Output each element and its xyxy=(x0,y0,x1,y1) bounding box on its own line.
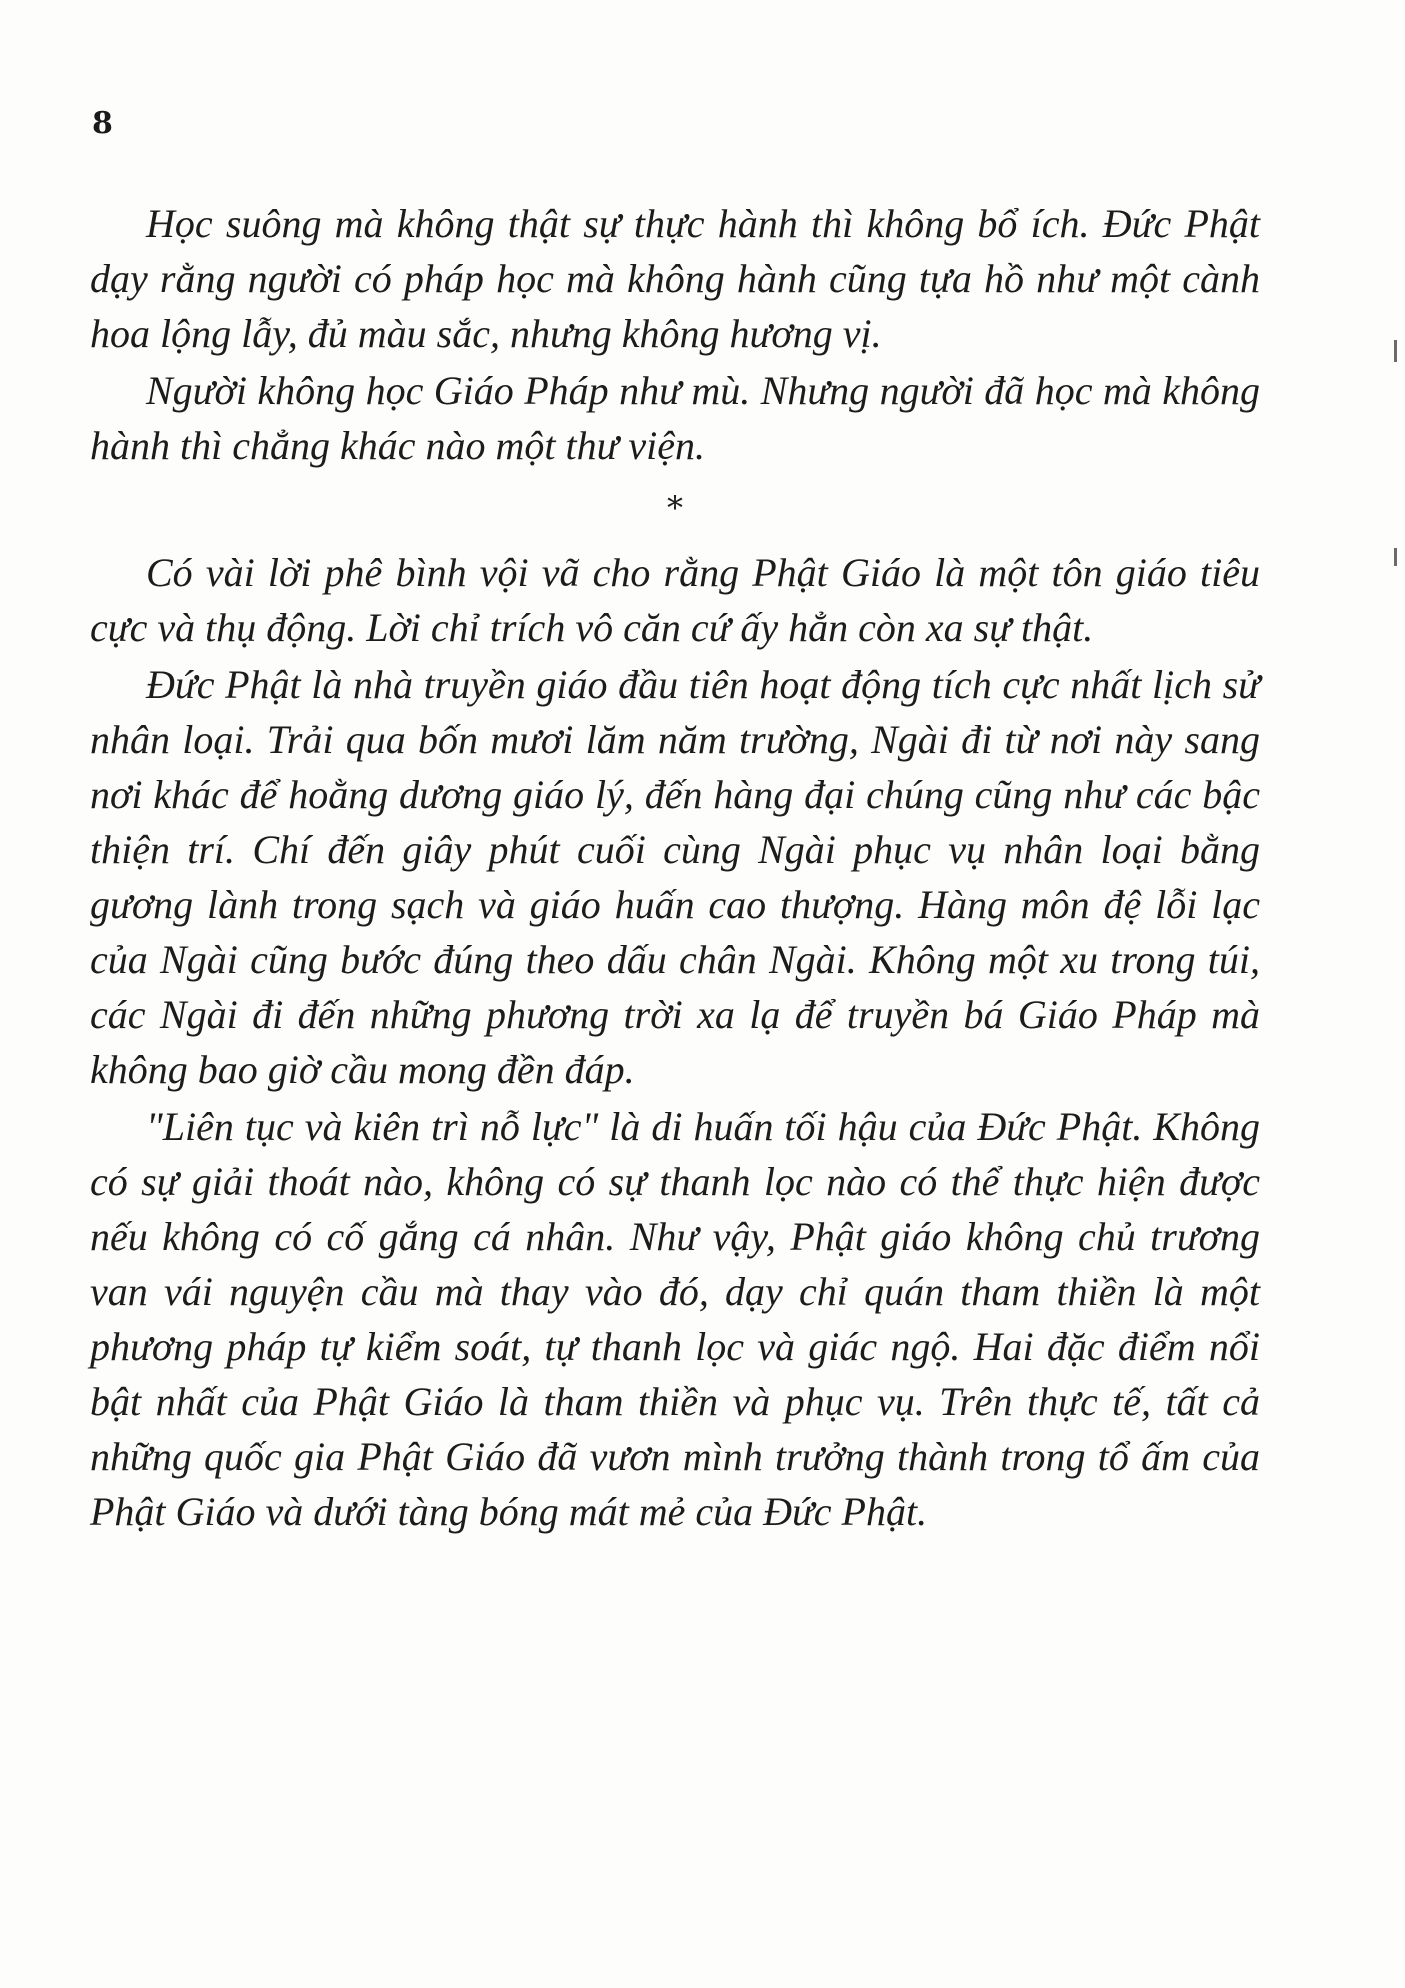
scan-edge-mark xyxy=(1394,548,1397,566)
paragraph-2: Người không học Giáo Pháp như mù. Nhưng người đã học mà không hành thì chẳng khác nào một thư viện. xyxy=(90,368,1260,468)
page-body xyxy=(90,196,1260,1541)
page-number: 8 xyxy=(92,106,113,141)
scan-edge-mark xyxy=(1394,340,1397,362)
section-separator: * xyxy=(667,489,683,527)
paragraph-3: Có vài lời phê bình vội vã cho rằng Phật Giáo là một tôn giáo tiêu cực và thụ động. Lời chỉ trích vô căn cứ ấy hẳn còn xa sự thật. xyxy=(90,550,1260,650)
paragraph-5: "Liên tục và kiên trì nỗ lực" là di huấn tối hậu của Đức Phật. Không có sự giải thoát nào, không có sự thanh lọc nào có thể thực hiện được nếu không có cố gắng cá nhân. Như vậy, Phật giáo không chủ trương van vái nguyện cầu mà thay vào đó, dạy chỉ quán tham thiền là một phương pháp tự kiểm soát, tự thanh lọc và giác ngộ. Hai đặc điểm nổi bật nhất của Phật Giáo là tham thiền và phục vụ. Trên thực tế, tất cả những quốc gia Phật Giáo đã vươn mình trưởng thành trong tổ ấm của Phật Giáo và dưới tàng bóng mát mẻ của Đức Phật. xyxy=(90,1104,1260,1534)
paragraph-4: Đức Phật là nhà truyền giáo đầu tiên hoạt động tích cực nhất lịch sử nhân loại. Trải qua bốn mươi lăm năm trường, Ngài đi từ nơi này sang nơi khác để hoằng dương giáo lý, đến hàng đại chúng cũng như các bậc thiện trí. Chí đến giây phút cuối cùng Ngài phục vụ nhân loại bằng gương lành trong sạch và giáo huấn cao thượng. Hàng môn đệ lỗi lạc của Ngài cũng bước đúng theo dấu chân Ngài. Không một xu trong túi, các Ngài đi đến những phương trời xa lạ để truyền bá Giáo Pháp mà không bao giờ cầu mong đền đáp. xyxy=(90,662,1260,1092)
paragraph-1: Học suông mà không thật sự thực hành thì không bổ ích. Đức Phật dạy rằng người có pháp học mà không hành cũng tựa hồ như một cành hoa lộng lẫy, đủ màu sắc, nhưng không hương vị. xyxy=(90,201,1260,356)
